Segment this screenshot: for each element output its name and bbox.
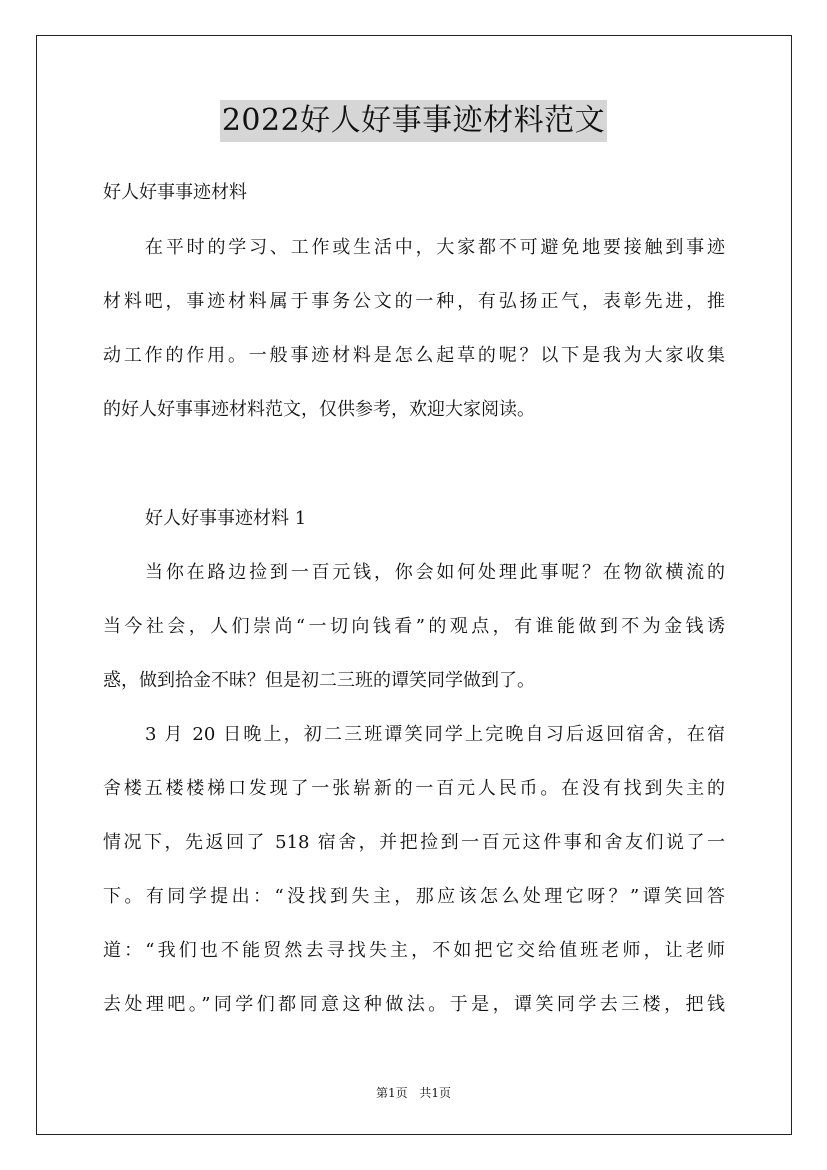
page-number: 第1页 (375, 1086, 408, 1100)
paragraph-line: 去处理吧。”同学们都同意这种做法。于是，谭笑同学去三楼，把钱 (103, 994, 725, 1015)
paragraph-line: 的好人好事事迹材料范文，仅供参考，欢迎大家阅读。 (103, 399, 535, 420)
document-title: 2022好人好事事迹材料范文 (220, 100, 607, 142)
paragraph-line: 当今社会，人们崇尚“一切向钱看”的观点，有谁能做到不为金钱诱 (103, 616, 725, 637)
paragraph-line: 当你在路边捡到一百元钱，你会如何处理此事呢？在物欲横流的 (145, 562, 725, 583)
paragraph-line: 动工作的作用。一般事迹材料是怎么起草的呢？以下是我为大家收集 (103, 345, 725, 366)
paragraph-line: 道：“我们也不能贸然去寻找失主，不如把它交给值班老师，让老师 (103, 940, 725, 961)
paragraph-line: 舍楼五楼楼梯口发现了一张崭新的一百元人民币。在没有找到失主的 (103, 778, 725, 799)
paragraph-line: 下。有同学提出：“没找到失主，那应该怎么处理它呀？”谭笑回答 (103, 886, 725, 907)
section-heading: 好人好事事迹材料 (103, 182, 247, 203)
paragraph-line: 惑，做到拾金不昧？但是初二三班的谭笑同学做到了。 (103, 670, 535, 691)
subsection-heading: 好人好事事迹材料 1 (145, 508, 307, 529)
paragraph-line: 材料吧，事迹材料属于事务公文的一种，有弘扬正气，表彰先进，推 (103, 291, 725, 312)
page-footer (0, 1085, 827, 1101)
page-total: 共1页 (419, 1086, 452, 1100)
paragraph-line: 情况下，先返回了 518 宿舍，并把捡到一百元这件事和舍友们说了一 (103, 832, 725, 853)
title-block (0, 100, 827, 142)
paragraph-line: 在平时的学习、工作或生活中，大家都不可避免地要接触到事迹 (145, 237, 725, 258)
paragraph-line: 3 月 20 日晚上，初二三班谭笑同学上完晚自习后返回宿舍，在宿 (145, 724, 725, 745)
